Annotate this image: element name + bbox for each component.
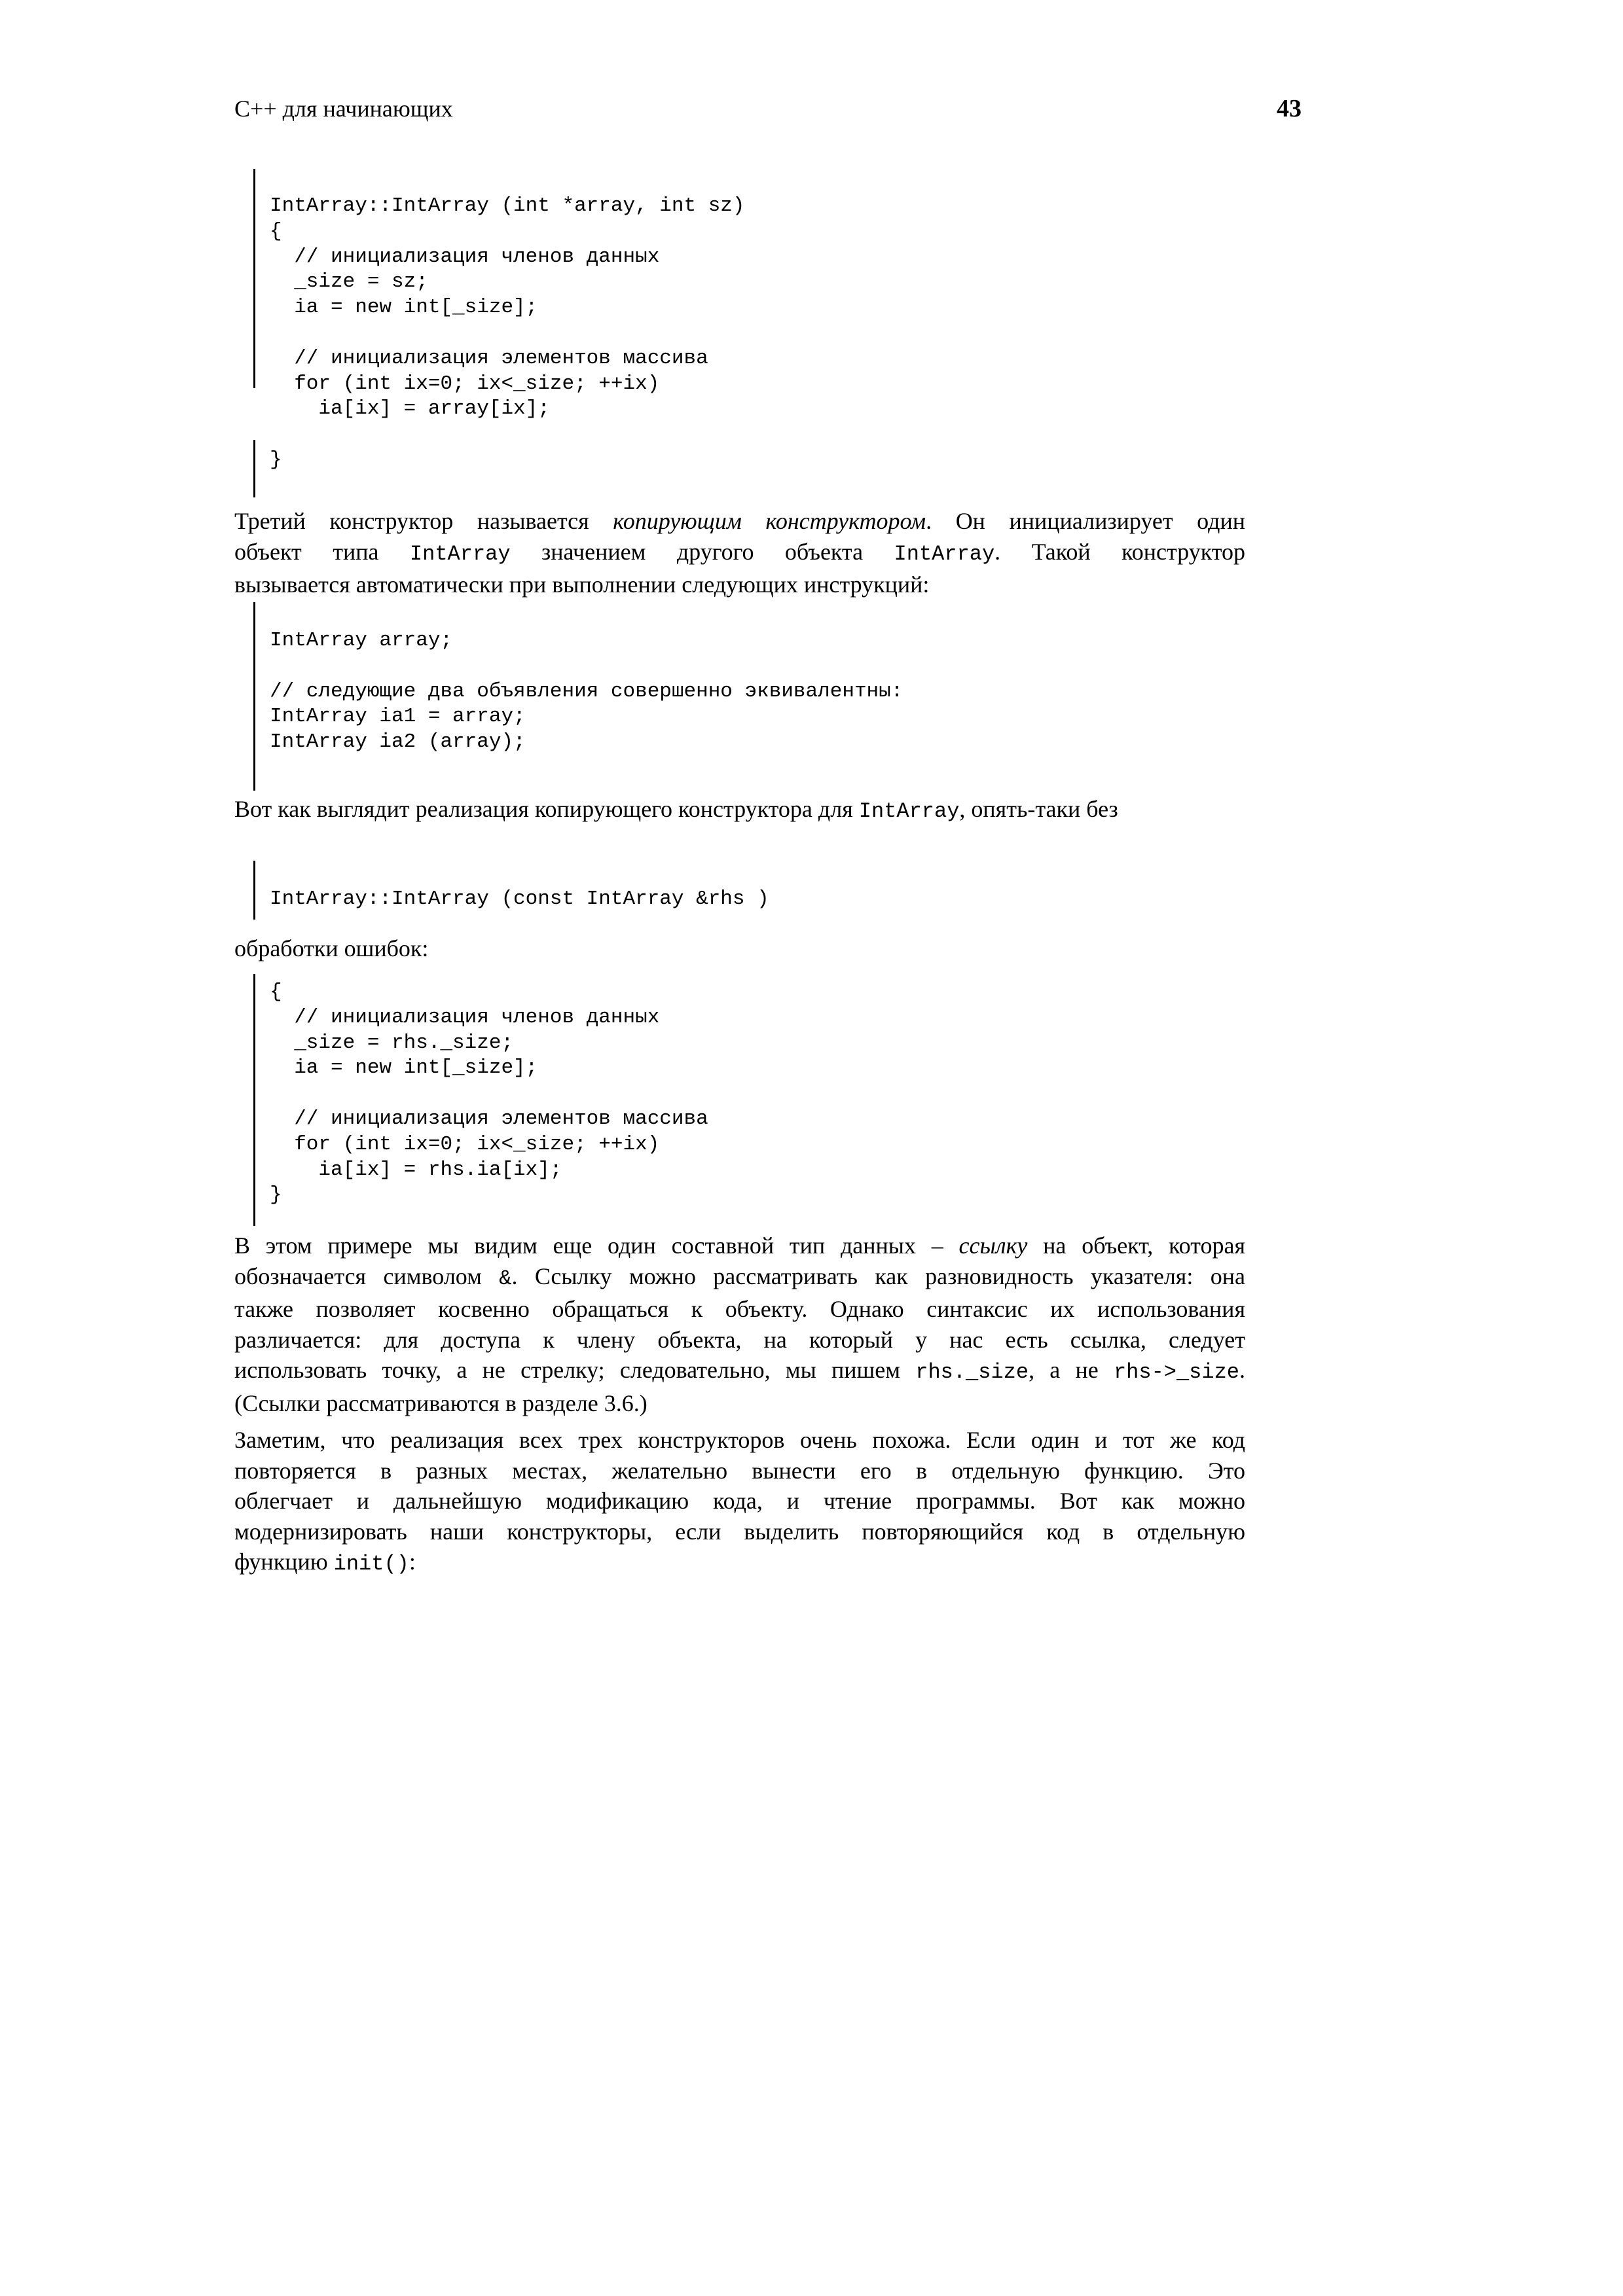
code-margin-bar [253, 169, 255, 388]
emphasis-term: ссылку [958, 1232, 1028, 1259]
code-line: // инициализация элементов массива [270, 1107, 708, 1130]
code-margin-bar [253, 974, 255, 1226]
code-line: _size = sz; [270, 270, 428, 294]
paragraph-references: В этом примере мы видим еще один составной тип данных – ссылку на объект, которая обозначается символом &. Ссылку можно рассматривать как разновидность указателя: она также позволяет косвенно обращаться к объекту. Однако синтаксис их использования различается: для доступа к члену объекта, на который у нас есть ссылка, следует использовать точку, а не стрелку; следовательно, мы пишем rhs._size, а не rhs->_size. (Ссылки рассматриваются в разделе 3.6.) [234, 1232, 1246, 1416]
code-line: ia[ix] = rhs.ia[ix]; [270, 1158, 562, 1181]
code-line: // инициализация членов данных [270, 245, 660, 268]
page-number: 43 [1277, 95, 1302, 122]
code-line: for (int ix=0; ix<_size; ++ix) [270, 372, 660, 395]
code-line [270, 654, 903, 679]
code-line: _size = rhs._size; [270, 1031, 514, 1054]
running-header-title: С++ для начинающих [234, 96, 453, 122]
code-line [270, 1081, 708, 1107]
code-block-copy-constructor-body [270, 980, 708, 1208]
code-line [270, 321, 745, 346]
code-line-copy-constructor-signature: IntArray::IntArray (const IntArray &rhs ) [270, 888, 769, 910]
inline-code: IntArray [409, 541, 511, 566]
code-line: IntArray ia1 = array; [270, 705, 526, 728]
code-line: IntArray ia2 (array); [270, 730, 526, 754]
inline-code: IntArray [894, 541, 995, 566]
inline-code: IntArray [858, 799, 960, 823]
code-line: { [270, 219, 282, 243]
inline-code: init() [333, 1552, 409, 1576]
code-line: IntArray::IntArray (int *array, int sz) [270, 194, 745, 217]
code-line: ia[ix] = array[ix]; [270, 397, 550, 421]
code-line: for (int ix=0; ix<_size; ++ix) [270, 1132, 660, 1156]
code-margin-bar [253, 861, 255, 920]
code-line: IntArray array; [270, 629, 453, 652]
code-block-constructor-array [270, 194, 745, 473]
paragraph-copy-constructor-intro: Третий конструктор называется копирующим конструктором. Он инициализирует один объект типа IntArray значением другого объекта IntArray. Такой конструктор вызывается автоматически при выполнении следующих инструкций: [234, 508, 1245, 598]
inline-code: rhs._size [915, 1360, 1029, 1384]
code-line: // инициализация членов данных [270, 1005, 660, 1029]
paragraph-refactoring: Заметим, что реализация всех трех конструкторов очень похожа. Если один и тот же код повторяется в разных местах, желательно вынести его в отдельную функцию. Это облегчает и дальнейшую модификацию кода, и чтение программы. Вот как можно модернизировать наши конструкторы, если выделить повторяющийся код в отдельную функцию init(): [234, 1427, 1245, 1576]
code-line: // следующие два объявления совершенно эквивалентны: [270, 679, 903, 703]
code-line: } [270, 1183, 282, 1207]
code-line [270, 422, 745, 448]
code-margin-bar [253, 440, 255, 497]
code-block-declarations [270, 628, 903, 755]
code-margin-bar [253, 602, 255, 791]
code-line: } [270, 448, 282, 471]
paragraph-copy-constructor-impl: Вот как выглядит реализация копирующего конструктора для IntArray, опять-таки без [234, 796, 1118, 823]
paragraph-continuation: обработки ошибок: [234, 935, 429, 961]
emphasis-term: копирующим конструктором [613, 508, 926, 534]
code-line: { [270, 980, 282, 1003]
inline-code: rhs->_size [1113, 1360, 1239, 1384]
code-line: ia = new int[_size]; [270, 1056, 538, 1080]
code-line: ia = new int[_size]; [270, 296, 538, 319]
inline-code: & [499, 1266, 512, 1291]
code-line: // инициализация элементов массива [270, 346, 708, 370]
